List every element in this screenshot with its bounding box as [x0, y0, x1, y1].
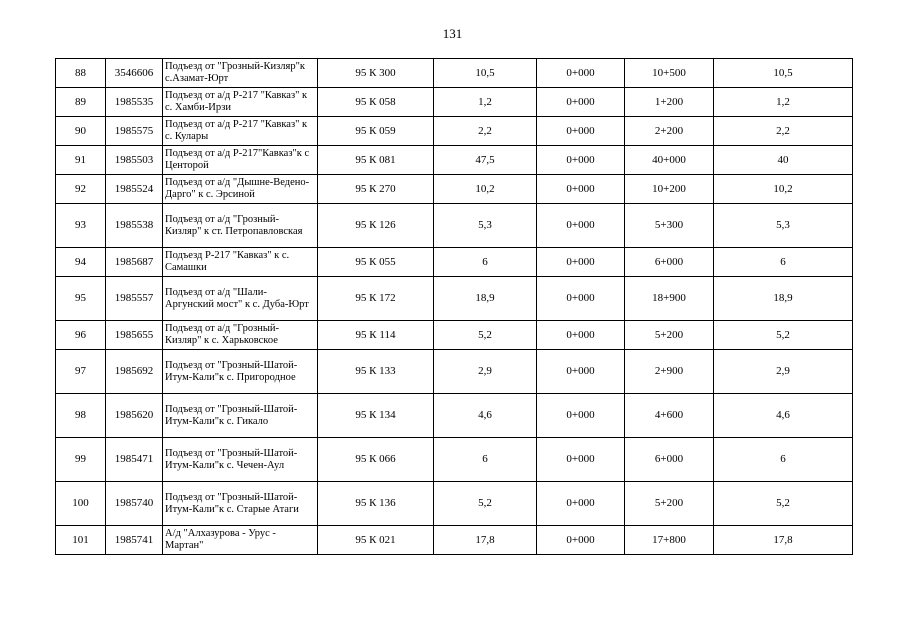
road-code-cell: 95 К 133 — [318, 350, 434, 394]
length-km-cell: 5,2 — [434, 482, 537, 526]
row-number-cell: 91 — [56, 146, 106, 175]
table-row — [56, 277, 853, 321]
length-km-cell: 2,2 — [434, 117, 537, 146]
road-id-cell: 1985575 — [106, 117, 163, 146]
length-km-cell: 10,5 — [434, 59, 537, 88]
row-number-cell: 100 — [56, 482, 106, 526]
start-km-cell: 0+000 — [537, 350, 625, 394]
table-row — [56, 438, 853, 482]
road-id-cell: 1985538 — [106, 204, 163, 248]
total-length-cell: 18,9 — [714, 277, 853, 321]
total-length-cell: 6 — [714, 438, 853, 482]
table-row — [56, 526, 853, 555]
row-number-cell: 90 — [56, 117, 106, 146]
end-km-cell: 2+900 — [625, 350, 714, 394]
road-code-cell: 95 К 066 — [318, 438, 434, 482]
road-id-cell: 1985471 — [106, 438, 163, 482]
table-row — [56, 321, 853, 350]
start-km-cell: 0+000 — [537, 526, 625, 555]
row-number-cell: 98 — [56, 394, 106, 438]
road-code-cell: 95 К 126 — [318, 204, 434, 248]
total-length-cell: 17,8 — [714, 526, 853, 555]
road-name-cell: Подъезд от а/д "Грозный-Кизляр" к с. Харьковское — [163, 321, 318, 350]
road-id-cell: 1985655 — [106, 321, 163, 350]
end-km-cell: 10+200 — [625, 175, 714, 204]
road-name-cell: Подъезд от а/д Р-217"Кавказ"к с Центорой — [163, 146, 318, 175]
road-name-cell: Подъезд от а/д "Шали-Аргунский мост" к с. Дуба-Юрт — [163, 277, 318, 321]
end-km-cell: 10+500 — [625, 59, 714, 88]
road-name-cell: Подъезд от а/д Р-217 "Кавказ" к с. Хамби-Ирзи — [163, 88, 318, 117]
start-km-cell: 0+000 — [537, 175, 625, 204]
start-km-cell: 0+000 — [537, 482, 625, 526]
row-number-cell: 97 — [56, 350, 106, 394]
table-body — [56, 59, 853, 555]
row-number-cell: 99 — [56, 438, 106, 482]
start-km-cell: 0+000 — [537, 88, 625, 117]
table-row — [56, 59, 853, 88]
length-km-cell: 2,9 — [434, 350, 537, 394]
road-code-cell: 95 К 270 — [318, 175, 434, 204]
table-row — [56, 482, 853, 526]
end-km-cell: 18+900 — [625, 277, 714, 321]
road-name-cell: Подъезд от "Грозный-Кизляр"к с.Азамат-Юрт — [163, 59, 318, 88]
length-km-cell: 17,8 — [434, 526, 537, 555]
table-row — [56, 204, 853, 248]
length-km-cell: 47,5 — [434, 146, 537, 175]
end-km-cell: 5+200 — [625, 482, 714, 526]
total-length-cell: 1,2 — [714, 88, 853, 117]
length-km-cell: 6 — [434, 248, 537, 277]
total-length-cell: 6 — [714, 248, 853, 277]
start-km-cell: 0+000 — [537, 204, 625, 248]
end-km-cell: 4+600 — [625, 394, 714, 438]
total-length-cell: 10,5 — [714, 59, 853, 88]
row-number-cell: 95 — [56, 277, 106, 321]
length-km-cell: 4,6 — [434, 394, 537, 438]
total-length-cell: 5,2 — [714, 482, 853, 526]
road-id-cell: 1985524 — [106, 175, 163, 204]
road-name-cell: Подъезд от "Грозный-Шатой-Итум-Кали"к с. Старые Атаги — [163, 482, 318, 526]
road-code-cell: 95 К 055 — [318, 248, 434, 277]
start-km-cell: 0+000 — [537, 321, 625, 350]
total-length-cell: 5,3 — [714, 204, 853, 248]
road-name-cell: А/д "Алхазурова - Урус - Мартан" — [163, 526, 318, 555]
row-number-cell: 92 — [56, 175, 106, 204]
end-km-cell: 40+000 — [625, 146, 714, 175]
end-km-cell: 5+200 — [625, 321, 714, 350]
road-code-cell: 95 К 059 — [318, 117, 434, 146]
row-number-cell: 89 — [56, 88, 106, 117]
road-code-cell: 95 К 021 — [318, 526, 434, 555]
total-length-cell: 2,9 — [714, 350, 853, 394]
road-id-cell: 1985503 — [106, 146, 163, 175]
start-km-cell: 0+000 — [537, 59, 625, 88]
end-km-cell: 6+000 — [625, 248, 714, 277]
length-km-cell: 1,2 — [434, 88, 537, 117]
length-km-cell: 18,9 — [434, 277, 537, 321]
end-km-cell: 1+200 — [625, 88, 714, 117]
start-km-cell: 0+000 — [537, 146, 625, 175]
road-name-cell: Подъезд от а/д "Грозный-Кизляр" к ст. Петропавловская — [163, 204, 318, 248]
road-name-cell: Подъезд от "Грозный-Шатой-Итум-Кали"к с. Чечен-Аул — [163, 438, 318, 482]
end-km-cell: 17+800 — [625, 526, 714, 555]
road-code-cell: 95 К 136 — [318, 482, 434, 526]
table-row — [56, 88, 853, 117]
table-row — [56, 248, 853, 277]
road-code-cell: 95 К 134 — [318, 394, 434, 438]
road-name-cell: Подъезд от а/д "Дышне-Ведено-Дарго" к с. Эрсиной — [163, 175, 318, 204]
road-id-cell: 3546606 — [106, 59, 163, 88]
row-number-cell: 101 — [56, 526, 106, 555]
row-number-cell: 96 — [56, 321, 106, 350]
total-length-cell: 40 — [714, 146, 853, 175]
length-km-cell: 10,2 — [434, 175, 537, 204]
road-id-cell: 1985740 — [106, 482, 163, 526]
total-length-cell: 4,6 — [714, 394, 853, 438]
road-id-cell: 1985620 — [106, 394, 163, 438]
table-row — [56, 350, 853, 394]
row-number-cell: 88 — [56, 59, 106, 88]
road-id-cell: 1985557 — [106, 277, 163, 321]
total-length-cell: 2,2 — [714, 117, 853, 146]
road-name-cell: Подъезд от а/д Р-217 "Кавказ" к с. Кулары — [163, 117, 318, 146]
end-km-cell: 6+000 — [625, 438, 714, 482]
start-km-cell: 0+000 — [537, 117, 625, 146]
road-code-cell: 95 К 114 — [318, 321, 434, 350]
end-km-cell: 2+200 — [625, 117, 714, 146]
table-row — [56, 175, 853, 204]
start-km-cell: 0+000 — [537, 248, 625, 277]
length-km-cell: 5,3 — [434, 204, 537, 248]
length-km-cell: 6 — [434, 438, 537, 482]
road-name-cell: Подъезд от "Грозный-Шатой-Итум-Кали"к с. Пригородное — [163, 350, 318, 394]
road-code-cell: 95 К 081 — [318, 146, 434, 175]
start-km-cell: 0+000 — [537, 438, 625, 482]
start-km-cell: 0+000 — [537, 394, 625, 438]
road-id-cell: 1985687 — [106, 248, 163, 277]
table-row — [56, 394, 853, 438]
length-km-cell: 5,2 — [434, 321, 537, 350]
road-id-cell: 1985535 — [106, 88, 163, 117]
table-row — [56, 117, 853, 146]
total-length-cell: 10,2 — [714, 175, 853, 204]
roads-table — [55, 58, 853, 555]
end-km-cell: 5+300 — [625, 204, 714, 248]
road-code-cell: 95 К 300 — [318, 59, 434, 88]
road-id-cell: 1985692 — [106, 350, 163, 394]
road-code-cell: 95 К 172 — [318, 277, 434, 321]
page-number: 131 — [442, 26, 463, 41]
road-name-cell: Подъезд от "Грозный-Шатой-Итум-Кали"к с. Гикало — [163, 394, 318, 438]
road-id-cell: 1985741 — [106, 526, 163, 555]
row-number-cell: 93 — [56, 204, 106, 248]
road-name-cell: Подъезд Р-217 "Кавказ" к с. Самашки — [163, 248, 318, 277]
table-row — [56, 146, 853, 175]
start-km-cell: 0+000 — [537, 277, 625, 321]
road-code-cell: 95 К 058 — [318, 88, 434, 117]
total-length-cell: 5,2 — [714, 321, 853, 350]
row-number-cell: 94 — [56, 248, 106, 277]
